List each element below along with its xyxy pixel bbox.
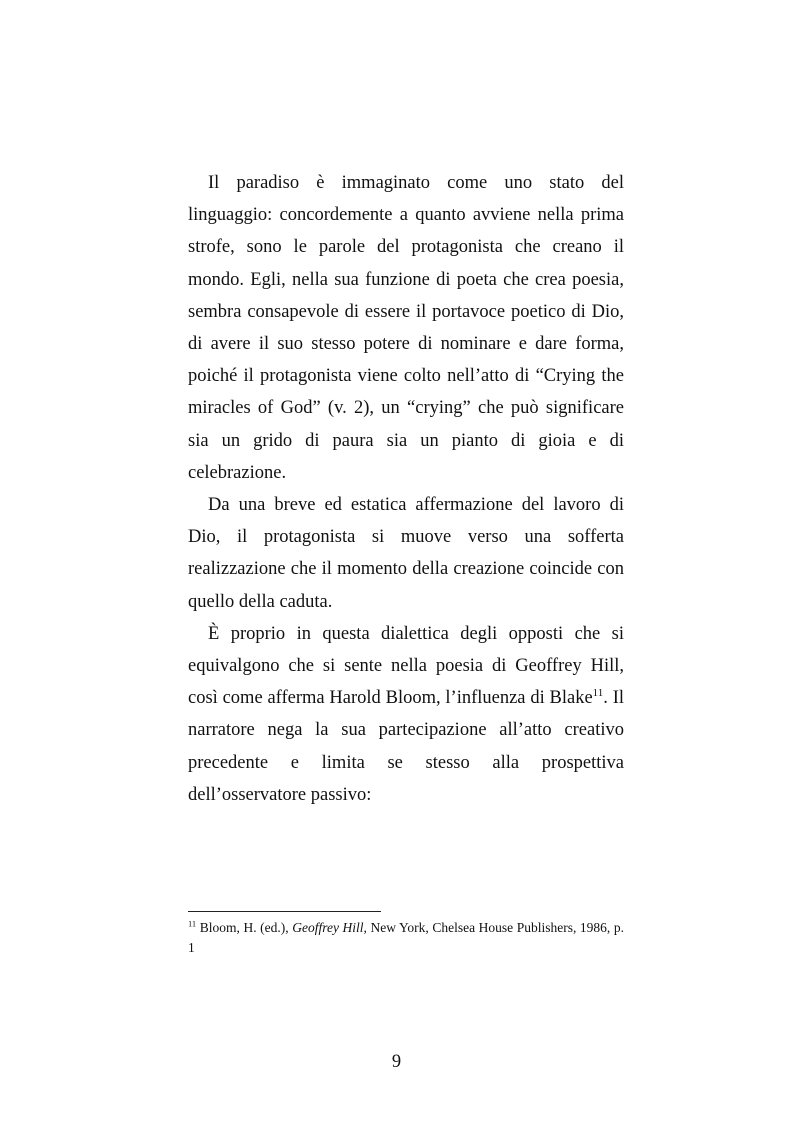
paragraph-2: Da una breve ed estatica affermazione del lavoro di Dio, il protagonista si muove verso una sofferta realizzazione che il momento della creazione coincide con quello della caduta. xyxy=(188,495,624,612)
body-text xyxy=(188,167,624,811)
page-number: 9 xyxy=(391,1052,402,1072)
footnote-text-before-title: Bloom, H. (ed.), xyxy=(196,920,293,935)
paragraph-3 xyxy=(188,618,624,811)
footnote-reference-marker: 11 xyxy=(592,687,604,700)
footnote-text-after-title: , New York, Chelsea House Publishers, 1986, p. 1 xyxy=(188,920,624,955)
footnote-separator-rule xyxy=(188,911,381,912)
paragraph-3-text-after-ref: . Il narratore nega la sua partecipazione all’atto creativo precedente e limita se stesso alla prospettiva dell’osservatore passivo: xyxy=(188,688,624,805)
footnote xyxy=(188,918,624,958)
footnote-marker: 11 xyxy=(188,918,197,929)
footnote-book-title: Geoffrey Hill xyxy=(292,920,364,935)
paragraph-1: Il paradiso è immaginato come uno stato del linguaggio: concordemente a quanto avviene nella prima strofe, sono le parole del protagonista che creano il mondo. Egli, nella sua funzione di poeta che crea poesia, sembra consapevole di essere il portavoce poetico di Dio, di avere il suo stesso potere di nominare e dare forma, poiché il protagonista viene colto nell’atto di “Crying the miracles of God” (v. 2), un “crying” che può significare sia un grido di paura sia un pianto di gioia e di celebrazione. xyxy=(188,173,624,483)
paragraph-3-text-before-ref: È proprio in questa dialettica degli opposti che si equivalgono che si sente nella poesia di Geoffrey Hill, così come afferma Harold Bloom, l’influenza di Blake xyxy=(188,623,624,709)
